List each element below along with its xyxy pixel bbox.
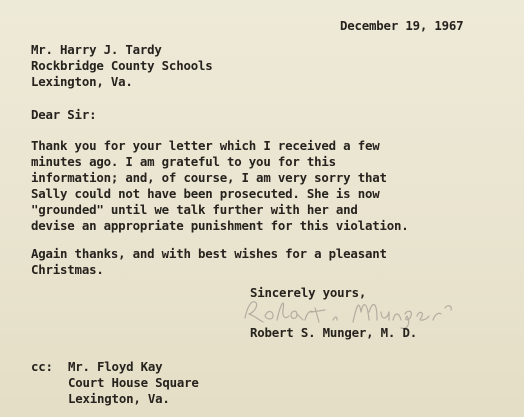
body-line-4: Sally could not have been prosecuted. She is now xyxy=(31,186,380,201)
closing: Sincerely yours, xyxy=(250,285,367,300)
body-line-3: information; and, of course, I am very sorry that xyxy=(31,170,387,185)
cc-address: Court House Square xyxy=(68,375,199,390)
body-line-7: Again thanks, and with best wishes for a pleasant xyxy=(31,246,387,261)
body-line-8: Christmas. xyxy=(31,262,104,277)
cc-label: cc: xyxy=(31,359,53,374)
handwritten-signature xyxy=(241,290,471,330)
recipient-city: Lexington, Va. xyxy=(31,74,133,89)
signer-name: Robert S. Munger, M. D. xyxy=(250,325,417,340)
letter-date: December 19, 1967 xyxy=(340,18,464,33)
cc-city: Lexington, Va. xyxy=(68,391,170,406)
recipient-organization: Rockbridge County Schools xyxy=(31,58,213,73)
body-line-6: devise an appropriate punishment for this violation. xyxy=(31,218,409,233)
cc-name: Mr. Floyd Kay xyxy=(68,359,163,374)
recipient-name: Mr. Harry J. Tardy xyxy=(31,42,162,57)
body-line-1: Thank you for your letter which I received a few xyxy=(31,138,380,153)
body-line-5: "grounded" until we talk further with her and xyxy=(31,202,358,217)
body-line-2: minutes ago. I am grateful to you for this xyxy=(31,154,336,169)
salutation: Dear Sir: xyxy=(31,107,97,122)
